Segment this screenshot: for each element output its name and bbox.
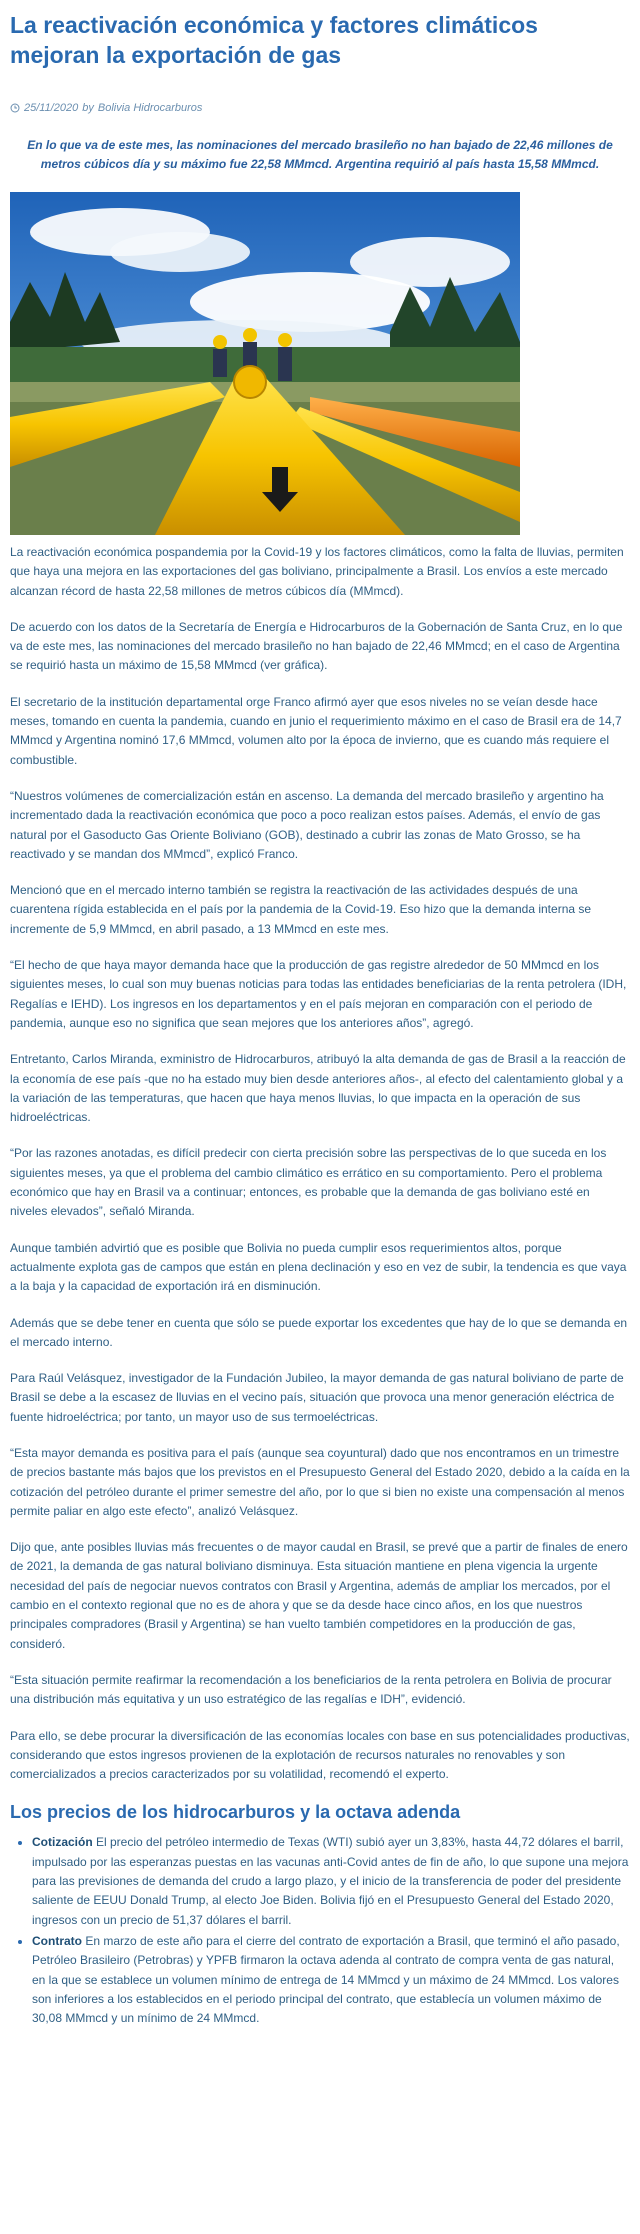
article-paragraph: Entretanto, Carlos Miranda, exministro de Hidrocarburos, atribuyó la alta demanda de gas de Brasil a la reacción de la economía de ese país -que no ha estado muy bien desde anteriores años-, al efecto del calentamiento global y a la variación de las temperaturas, que hacen que haya menos lluvias, lo que impacta en la operación de sus hidroeléctricas. <box>10 1052 626 1125</box>
article-date: 25/11/2020 <box>24 102 79 114</box>
article-paragraph: Mencionó que en el mercado interno también se registra la reactivación de las actividades después de una cuarentena rígida establecida en el país por la pandemia de la Covid-19. Eso hizo que la demanda interna se incremente de 5,9 MMmcd, en abril pasado, a 13 MMmcd en este mes. <box>10 883 592 936</box>
gas-pipeline-photo <box>10 192 520 535</box>
article-paragraph: “El hecho de que haya mayor demanda hace que la producción de gas registre alrededor de 50 MMmcd en los siguientes meses, lo cual son muy buenas noticias para todas las entidades beneficiarias de la renta petrolera (IDH, Regalías e IEHD). Los ingresos en los departamentos y en el país mejoran en comparación con el periodo de pandemia, aunque eso no significa que sean mejores que los anteriores años”, agregó. <box>10 958 627 1030</box>
article-lead: En lo que va de este mes, las nominaciones del mercado brasileño no han bajado de 22,46 millones de metros cúbicos día y su máximo fue 22,58 MMmcd. Argentina requirió al país hasta 15,58 MMmcd. <box>27 138 613 171</box>
article-body <box>10 543 630 1784</box>
bullet-label: Contrato <box>32 1933 82 1948</box>
article-paragraph: Aunque también advirtió que es posible que Bolivia no pueda cumplir esos requerimientos altos, porque actualmente explota gas de campos que están en plena declinación y eso en vez de subir, la tendencia es que vaya a la baja y la capacidad de exportación irá en disminución. <box>10 1240 627 1294</box>
bullet-text: El precio del petróleo intermedio de Texas (WTI) subió ayer un 3,83%, hasta 44,72 dólares el barril, impulsado por las esperanzas puestas en las vacunas anti-Covid antes de fin de año, lo que supone una mejora para las previsiones de demanda del crudo a largo plazo, y el inicio de la transferencia de poder del presidente saliente de EEUU Donald Trump, al electo Joe Biden. Bolivia fijó en el Presupuesto General del Estado 2020, ingresos con un precio de 51,37 dólares el barril. <box>32 1835 629 1927</box>
article-paragraph: El secretario de la institución departamental orge Franco afirmó ayer que esos niveles no se veían desde hace meses, tomando en cuenta la pandemia, cuando en junio el requerimiento máximo en el caso de Brasil era de 14,7 MMmcd y Argentina nominó 17,6 MMmcd, volumen alto por la época de invierno, que es cuando más requiere el combustible. <box>10 694 622 767</box>
clock-icon <box>10 103 20 113</box>
article-paragraph: “Esta situación permite reafirmar la recomendación a los beneficiarios de la renta petrolera en Bolivia de procurar una distribución más equitativa y un uso estratégico de las regalías e IDH”, evidenció. <box>10 1672 612 1707</box>
list-item <box>32 1833 630 1929</box>
article-paragraph: “Esta mayor demanda es positiva para el país (aunque sea coyuntural) dado que nos encontramos en un trimestre de precios bastante más bajos que los previstos en el Presupuesto General del Estado 2020, debido a la caída en la cotización del petróleo durante el primer semestre del año, por lo que si bien no existe una compensación al menos permite paliar en algo este efecto”, analizó Velásquez. <box>10 1445 630 1518</box>
article-paragraph: La reactivación económica pospandemia por la Covid-19 y los factores climáticos, como la falta de lluvias, permiten que haya una mejora en las exportaciones del gas boliviano, principalmente a Brasil. Los envíos a este mercado alcanzan récord de hasta 22,58 millones de metros cúbicos día (MMmcd). <box>10 545 624 598</box>
byline-by: by <box>82 102 94 114</box>
article-paragraph: Dijo que, ante posibles lluvias más frecuentes o de mayor caudal en Brasil, se prevé que a partir de finales de enero de 2021, la demanda de gas natural boliviano disminuya. Esta situación mantiene en plena vigencia la urgente necesidad del país de negociar nuevos contratos con Brasil y Argentina, además de ampliar los mercados, por el cambio en el contexto regional que no es de ahora y que se da desde hace cinco años, en los que nuestros principales compradores (Brasil y Argentina) se han vuelto también competidores en la producción de gas, consideró. <box>10 1540 628 1651</box>
article-author[interactable]: Bolivia Hidrocarburos <box>97 102 203 114</box>
article-paragraph: Para Raúl Velásquez, investigador de la Fundación Jubileo, la mayor demanda de gas natural boliviano de parte de Brasil se debe a la escasez de lluvias en el vecino país, situación que provoca una menor generación eléctrica de fuente hidroeléctrica; por tanto, un mayor uso de sus termoeléctricas. <box>10 1371 624 1424</box>
bullet-label: Cotización <box>32 1835 93 1850</box>
section-title: Los precios de los hidrocarburos y la octava adenda <box>10 1802 461 1823</box>
article-paragraph: “Nuestros volúmenes de comercialización están en ascenso. La demanda del mercado brasileño y argentino ha incrementado dada la reactivación económica que poco a poco realizan estos países. Además, el envío de gas natural por el Gasoducto Gas Oriente Boliviano (GOB), destinado a cubrir las zonas de Mato Grosso, se ha reactivado y se mandan dos MMmcd”, explicó Franco. <box>10 788 604 861</box>
article-paragraph: “Por las razones anotadas, es difícil predecir con cierta precisión sobre las perspectivas de lo que suceda en los siguientes meses, ya que el problema del cambio climático es errático en su comportamiento. Pero el problema económico que hay en Brasil va a continuar; entonces, es probable que la demanda de gas boliviano esté en niveles elevados”, señaló Miranda. <box>10 1146 607 1219</box>
article-meta <box>10 102 630 114</box>
article-paragraph: Además que se debe tener en cuenta que sólo se puede exportar los excedentes que hay de lo que se demanda en el mercado interno. <box>10 1315 628 1349</box>
bullet-text: En marzo de este año para el cierre del contrato de exportación a Brasil, que terminó el año pasado, Petróleo Brasileiro (Petrobras) y YPFB firmaron la octava adenda al contrato de compra venta de gas natural, en la que se establece un volumen mínimo de entrega de 14 MMmcd y un máximo de 24 MMmcd. Los valores son inferiores a los establecidos en el periodo principal del contrato, que establecía un volumen máximo de 30,08 MMmcd y un mínimo de 24 MMmcd. <box>32 1933 620 2026</box>
article-title: La reactivación económica y factores climáticos mejoran la exportación de gas <box>10 12 538 68</box>
article-paragraph: Para ello, se debe procurar la diversificación de las economías locales con base en sus potencialidades productivas, considerando que estos ingresos provienen de la explotación de recursos naturales no renovables y son comercializados a precios caracterizados por su volatilidad, recomendó el experto. <box>10 1728 630 1782</box>
bullet-list <box>10 1833 630 2028</box>
article-paragraph: De acuerdo con los datos de la Secretaría de Energía e Hidrocarburos de la Gobernación de Santa Cruz, en lo que va de este mes, las nominaciones del mercado brasileño no han bajado de 22,46 MMmcd; en el caso de Argentina se requirió hasta un máximo de 15,58 MMmcd (ver gráfica). <box>10 619 623 673</box>
list-item <box>32 1932 630 2028</box>
